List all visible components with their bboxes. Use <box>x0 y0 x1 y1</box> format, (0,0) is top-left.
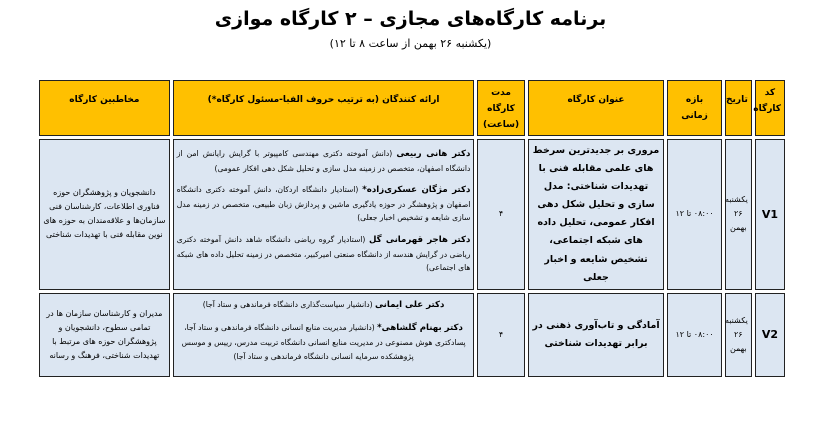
table-header-row <box>39 80 785 136</box>
presenter-desc: (استادیار گروه ریاضی دانشگاه شاهد دانش آموخته دکتری ریاضی در گرایش هندسه از دانشگاه صنعتی امیرکبیر، متخصص در زمینه تحلیل داده های شبکه های اجتماعی) <box>176 234 471 272</box>
presenter-name: دکتر علی ایمانی <box>374 300 445 311</box>
workshop-table <box>36 77 788 380</box>
workshop-time: ۰۸:۰۰ تا ۱۲ <box>667 293 721 377</box>
header-date: تاریخ <box>725 80 752 136</box>
workshop-title: مروری بر جدیدترین سرخط های علمی مقابله فنی با تهدیدات شناختی: مدل سازی و تحلیل شکل دهی افکار عمومی، تحلیل داده های شبکه اجتماعی، تشخیص شایعه و اخبار جعلی <box>528 139 665 289</box>
presenter-name: دکتر مژگان عسکری‌زاده* <box>362 185 471 195</box>
presenter-desc: (دانشیار مدیریت منابع انسانی دانشگاه فرماندهی و ستاد آجا، پسادکتری هوش مصنوعی در مدیریت منابع انسانی دانشگاه تربیت مدرس، رییس و موسس پژوهشکده سرمایه انسانی دانشگاه فرماندهی و ستاد آجا) <box>181 323 466 361</box>
presenter-name: دکتر بهنام گلشاهی* <box>377 323 463 334</box>
header-time: بازه زمانی <box>667 80 721 136</box>
workshop-date: یکشنبه ۲۶ بهمن <box>725 139 752 289</box>
presenter <box>177 233 471 275</box>
workshop-date: یکشنبه ۲۶ بهمن <box>725 293 752 377</box>
presenter <box>177 298 471 313</box>
presenter-name: دکتر هاجر قهرمانی گل <box>369 234 471 245</box>
table-row <box>39 139 785 289</box>
workshop-duration: ۴ <box>477 139 524 289</box>
page-subtitle: (یکشنبه ۲۶ بهمن از ساعت ۸ تا ۱۲) <box>329 37 492 50</box>
presenter-name: دکتر هانی ربیعی <box>396 148 471 159</box>
page-title: برنامه کارگاه‌های مجازی – ۲ کارگاه موازی <box>214 8 607 30</box>
workshop-presenters <box>173 293 475 377</box>
presenter <box>177 321 471 363</box>
table-row <box>39 293 785 377</box>
header-code: کد کارگاه <box>755 80 785 136</box>
workshop-code: V2 <box>755 293 785 377</box>
workshop-presenters <box>173 139 475 289</box>
presenter-desc: (دانش آموخته دکتری مهندسی کامپیوتر با گرایش رایانش امن از دانشگاه اصفهان، متخصص در زمینه مدل سازی و تحلیل شکل دهی افکار عمومی) <box>176 148 471 173</box>
presenter <box>177 147 471 175</box>
workshop-audience: دانشجویان و پژوهشگران حوزه فناوری اطلاعات، کارشناسان فنی سازمان‌ها و علاقه‌مندان به حوزه های نوین مقابله فنی با تهدیدات شناختی <box>39 139 170 289</box>
workshop-title: آمادگی و تاب‌آوری ذهنی در برابر تهدیدات شناختی <box>528 293 665 377</box>
header-title: عنوان کارگاه <box>528 80 665 136</box>
workshop-time: ۰۸:۰۰ تا ۱۲ <box>667 139 721 289</box>
header-duration: مدت کارگاه (ساعت) <box>477 80 524 136</box>
workshop-audience: مدیران و کارشناسان سازمان ها در تمامی سطوح، دانشجویان و پژوهشگران حوزه های مرتبط با تهدیدات شناختی، فرهنگ و رسانه <box>39 293 170 377</box>
header-presenters: ارائه کنندگان (به ترتیب حروف الفبا-مسئول کارگاه*) <box>173 80 475 136</box>
presenter-desc: (استادیار دانشگاه اردکان، دانش آموخته دکتری دانشگاه اصفهان و پژوهشگر در حوزه یادگیری ماشین و پردازش زبان طبیعی، متخصص در زمینه مدل سازی شایعه و تشخیص اخبار جعلی) <box>176 185 471 223</box>
presenter-desc: (دانشیار سیاست‌گذاری دانشگاه فرماندهی و ستاد آجا) <box>202 300 375 310</box>
workshop-duration: ۴ <box>477 293 524 377</box>
presenter <box>177 183 471 225</box>
header-audience: مخاطبین کارگاه <box>39 80 170 136</box>
workshop-code: V1 <box>755 139 785 289</box>
